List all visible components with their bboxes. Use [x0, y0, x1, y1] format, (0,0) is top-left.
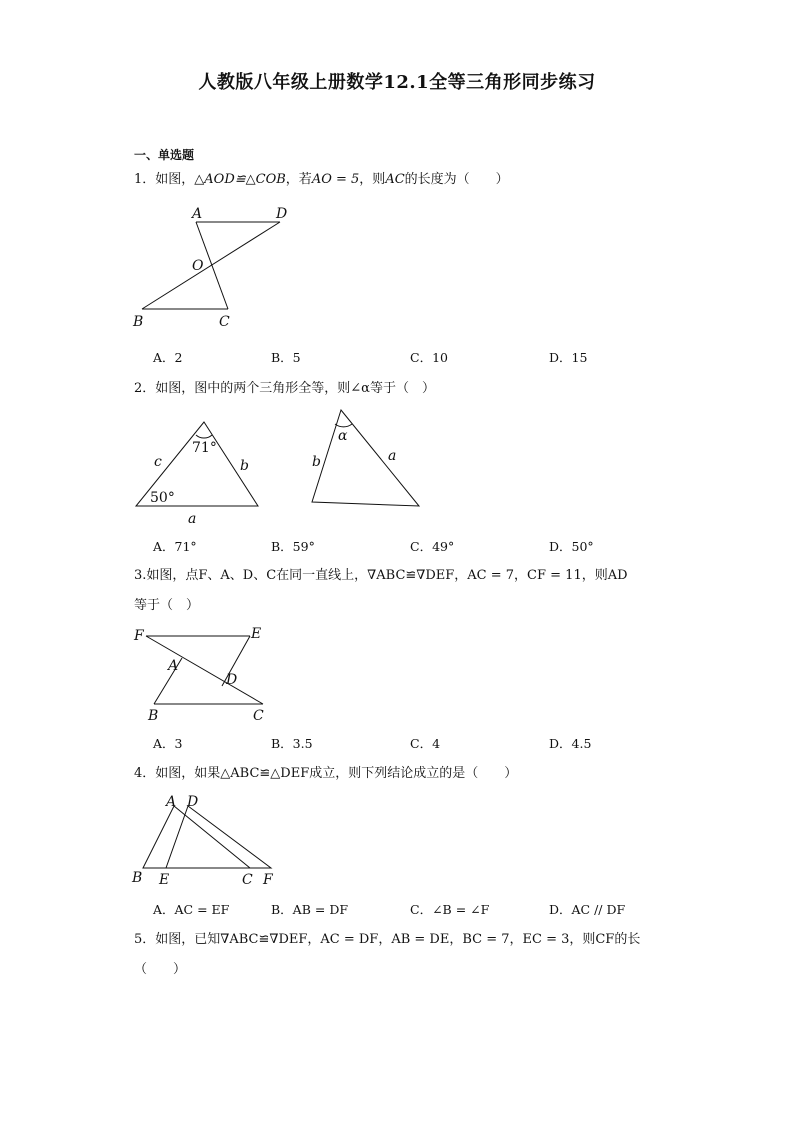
section-heading: 一、单选题 — [134, 148, 195, 162]
label-a2: a — [388, 448, 397, 464]
label-alpha: α — [338, 428, 348, 444]
question-2-option-a[interactable]: A．71° — [153, 539, 197, 554]
question-2-stem: 2．如图，图中的两个三角形全等，则∠α等于（ ） — [134, 381, 435, 396]
question-1-stem: 1．如图，△AOD≌△COB，若AO = 5，则AC的长度为（ ） — [134, 172, 509, 187]
question-2-option-b[interactable]: B．59° — [271, 539, 315, 554]
label-angle-71: 71° — [192, 440, 217, 456]
label-C: C — [219, 314, 230, 330]
label-B: B — [132, 870, 143, 886]
question-2-option-d[interactable]: D．50° — [549, 539, 594, 554]
question-4-option-d[interactable]: D．AC // DF — [549, 902, 626, 917]
question-1-option-d[interactable]: D．15 — [549, 350, 588, 365]
question-3-option-c[interactable]: C．4 — [410, 736, 441, 751]
question-1-option-a[interactable]: A．2 — [153, 350, 183, 365]
label-E: E — [159, 872, 170, 888]
label-C: C — [253, 708, 264, 724]
label-D: D — [276, 206, 288, 222]
question-3-figure — [130, 622, 280, 726]
label-c: c — [154, 454, 162, 470]
label-C: C — [242, 872, 253, 888]
question-4-stem: 4．如图，如果△ABC≌△DEF成立，则下列结论成立的是（ ） — [134, 766, 518, 781]
question-3-option-b[interactable]: B．3.5 — [271, 736, 313, 751]
label-D: D — [226, 672, 238, 688]
label-b2: b — [312, 454, 321, 470]
question-5-stem-line2: （ ） — [134, 962, 187, 977]
question-2-figure — [130, 404, 430, 530]
label-A: A — [192, 206, 203, 222]
label-b: b — [240, 458, 249, 474]
question-4-option-b[interactable]: B．AB = DF — [271, 902, 349, 917]
question-1-option-b[interactable]: B．5 — [271, 350, 301, 365]
question-1-figure — [130, 202, 300, 332]
label-angle-50: 50° — [150, 490, 175, 506]
page-title: 人教版八年级上册数学12.1全等三角形同步练习 — [198, 72, 596, 93]
question-3-stem-line2: 等于（ ） — [134, 598, 200, 613]
label-O: O — [192, 258, 204, 274]
label-B: B — [148, 708, 159, 724]
label-F: F — [134, 628, 144, 644]
question-4-figure — [130, 792, 280, 892]
label-D: D — [187, 794, 199, 810]
label-E: E — [251, 626, 262, 642]
question-4-option-c[interactable]: C．∠B = ∠F — [410, 902, 490, 917]
question-1-option-c[interactable]: C．10 — [410, 350, 448, 365]
question-5-stem-line1: 5．如图，已知∇ABC≌∇DEF，AC = DF，AB = DE，BC = 7，EC = 3，则CF的长 — [134, 932, 641, 947]
label-B: B — [133, 314, 144, 330]
label-F: F — [263, 872, 273, 888]
question-2-option-c[interactable]: C．49° — [410, 539, 455, 554]
label-a: a — [188, 511, 197, 527]
question-3-option-d[interactable]: D．4.5 — [549, 736, 592, 751]
question-4-option-a[interactable]: A．AC = EF — [153, 902, 230, 917]
label-A: A — [168, 658, 179, 674]
label-A: A — [166, 794, 177, 810]
question-3-stem-line1: 3.如图，点F、A、D、C在同一直线上，∇ABC≌∇DEF，AC = 7，CF = 11，则AD — [134, 568, 628, 583]
question-3-option-a[interactable]: A．3 — [153, 736, 183, 751]
